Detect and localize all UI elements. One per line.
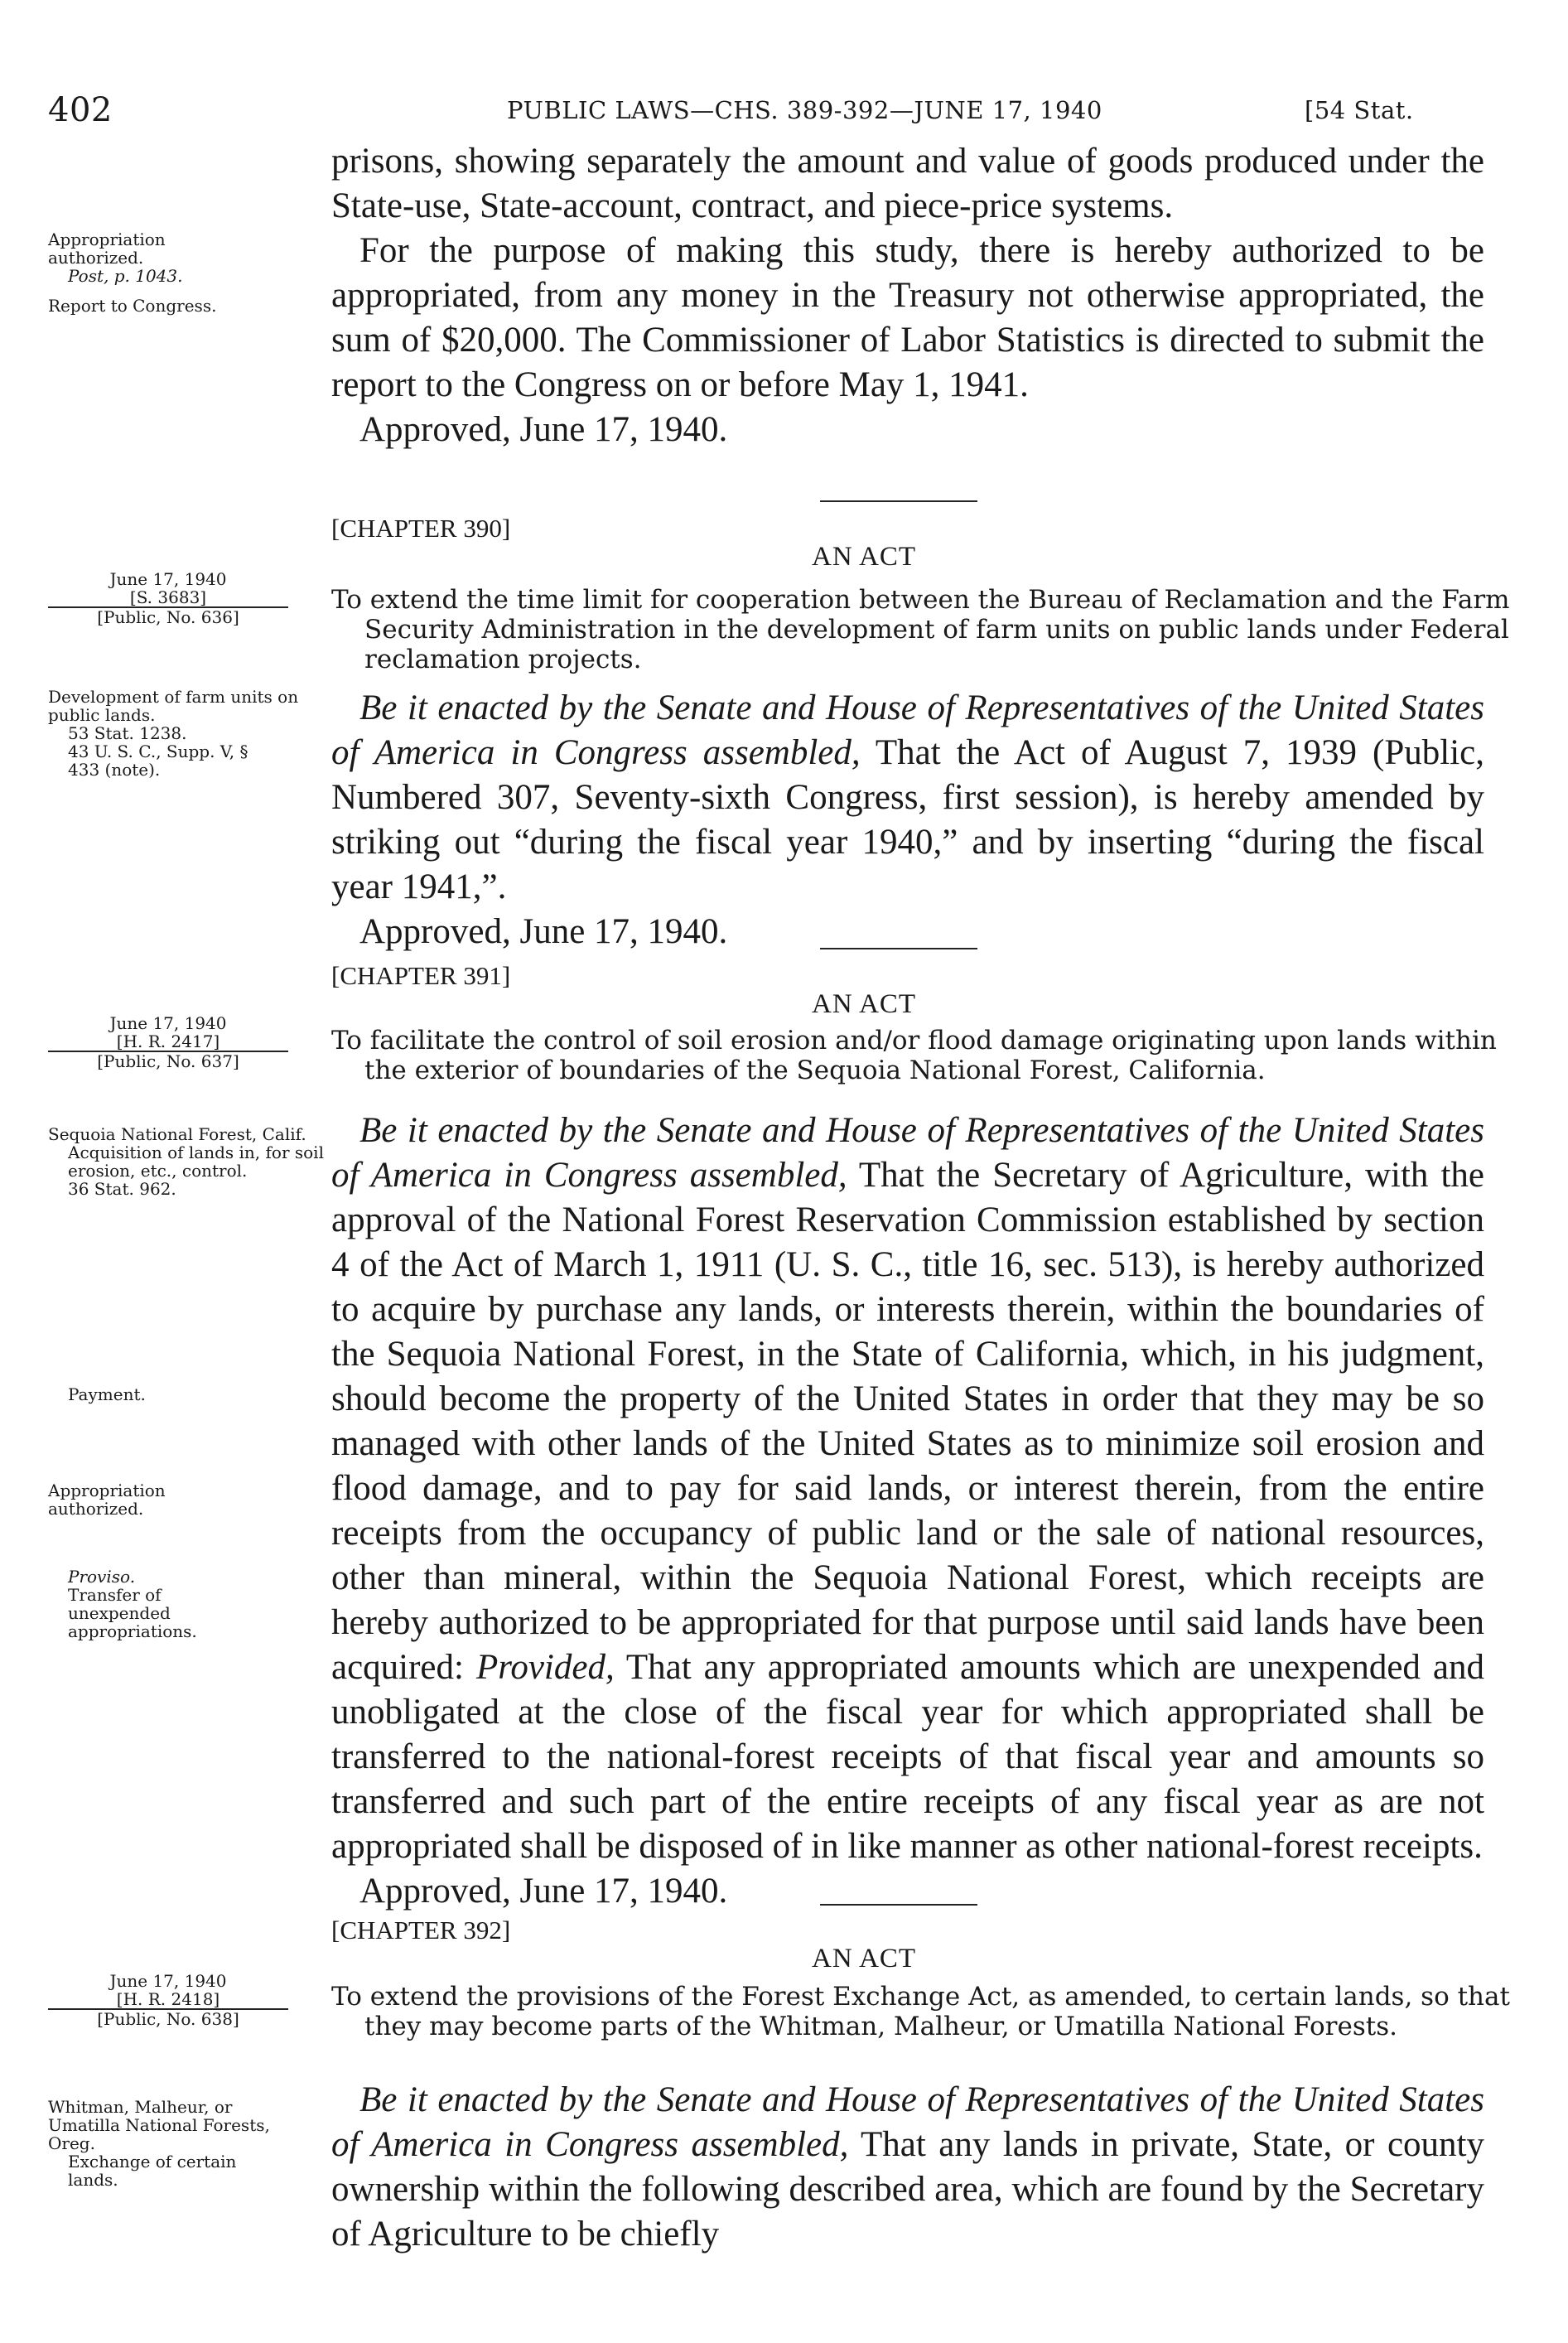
margin-note: Acquisition of lands in, for soil erosion, etc., control. (68, 1143, 324, 1181)
act-title-390: To extend the time limit for cooperation between the Bureau of Reclamation and the Farm Security Administration in the development of farm units on public lands under Federal reclamation projects. (331, 585, 1510, 674)
margin-note: Sequoia National Forest, Calif. (48, 1124, 306, 1144)
public-law-number: [Public, No. 637] (97, 1051, 239, 1071)
margin-note: 53 Stat. 1238. (68, 723, 187, 743)
bill-number: [H. R. 2418] (116, 1989, 220, 2009)
body-text: That the Act of August 7, 1939 (Public, Numbered 307, Seventy-sixth Congress, first session), is hereby amended by striking out “during the fiscal year 1940,” and by inserting “during the fiscal year 1941,”. (331, 733, 1484, 906)
act-body-391 (331, 1109, 1484, 1914)
approval-date: June 17, 1940 (109, 569, 227, 589)
margin-notes-392 (48, 1972, 330, 2189)
an-act-heading: AN ACT (812, 989, 917, 1019)
enacting-paragraph (331, 1109, 1484, 1869)
proviso-keyword: Provided, (475, 1648, 615, 1687)
act-body-392 (331, 2078, 1484, 2257)
margin-note: Proviso. (68, 1567, 136, 1587)
body-text: That any lands in private, State, or county ownership within the following described area, which are found by the Secretary of Agriculture to be chiefly (331, 2125, 1484, 2254)
margin-note: Appropriation authorized. (48, 1481, 166, 1519)
continuation-text: prisons, showing separately the amount and value of goods produced under the State-use, State-account, contract, and piece-price systems. (331, 142, 1484, 225)
chapter-389-continuation (331, 139, 1484, 452)
public-law-number: [Public, No. 638] (97, 2009, 239, 2029)
margin-notes-391 (48, 1014, 330, 1640)
chapter-heading-392: [CHAPTER 392] (331, 1915, 511, 1944)
margin-notes-389 (48, 230, 330, 315)
act-title-392: To extend the provisions of the Forest Exchange Act, as amended, to certain lands, so that they may become parts of the Whitman, Malheur, or Umatilla National Forests. (331, 1982, 1510, 2041)
bill-number: [H. R. 2417] (116, 1031, 220, 1051)
margin-note: Whitman, Malheur, or Umatilla National Forests, Oreg. (48, 2097, 270, 2153)
margin-note: Development of farm units on public lands. (48, 687, 299, 725)
chapter-heading-390: [CHAPTER 390] (331, 514, 511, 543)
margin-note: Appropriation authorized. (48, 229, 166, 268)
act-body-390 (331, 686, 1484, 954)
an-act-heading: AN ACT (812, 1944, 917, 1973)
margin-note: Payment. (68, 1384, 146, 1404)
enacting-clause: Be it enacted by the Senate and House of Representatives of the United States of America in Congress assembled, (331, 688, 1484, 772)
an-act-heading: AN ACT (812, 542, 917, 572)
chapter-heading-391: [CHAPTER 391] (331, 961, 511, 990)
enacting-paragraph (331, 2078, 1484, 2257)
public-law-number: [Public, No. 636] (97, 607, 239, 627)
divider-rule (820, 500, 977, 502)
margin-note: 36 Stat. 962. (68, 1179, 176, 1199)
body-text: That the Secretary of Agriculture, with the approval of the National Forest Reservation Commission established by section 4 of the Act of March 1, 1911 (U. S. C., title 16, sec. 513), is hereby authorized to acquire by purchase any lands, or interests therein, within the boundaries of the Sequoia National Forest, in the State of California, which, in his judgment, should become the property of the United States in order that they may be so managed with other lands of the United States as to minimize soil erosion and flood damage, and to pay for said lands, or interest therein, from the entire receipts from the occupancy of public land or the sale of national resources, other than mineral, within the Sequoia National Forest, which receipts are hereby authorized to be appropriated for that purpose until said lands have been acquired: (331, 1156, 1484, 1687)
page-number: 402 (48, 91, 113, 129)
margin-notes-390 (48, 570, 330, 779)
act-title-391: To facilitate the control of soil erosion and/or flood damage originating upon lands within the exterior of boundaries of the Sequoia National Forest, California. (331, 1026, 1497, 1085)
enacting-clause: Be it enacted by the Senate and House of Representatives of the United States of America in Congress assembled, (331, 2080, 1484, 2164)
margin-note: 43 U. S. C., Supp. V, § 433 (note). (68, 742, 248, 780)
enacting-paragraph (331, 686, 1484, 910)
bill-number: [S. 3683] (129, 587, 207, 607)
divider-rule (820, 948, 977, 949)
running-title: PUBLIC LAWS—CHS. 389-392—JUNE 17, 1940 (507, 96, 1102, 124)
approval-date: June 17, 1940 (109, 1971, 227, 1991)
margin-note: Transfer of unexpended appropriations. (68, 1585, 197, 1641)
approval-line: Approved, June 17, 1940. (359, 912, 728, 951)
margin-note: Report to Congress. (48, 296, 217, 316)
divider-rule (820, 1904, 977, 1906)
appropriation-paragraph: For the purpose of making this study, there is hereby authorized to be appropriated, from any money in the Treasury not otherwise appropriated, the sum of $20,000. The Commissioner of Labor Statistics is directed to submit the report to the Congress on or before May 1, 1941. (331, 231, 1484, 404)
margin-note: Post, p. 1043. (68, 266, 183, 286)
approval-line: Approved, June 17, 1940. (359, 410, 728, 449)
approval-line: Approved, June 17, 1940. (359, 1872, 728, 1911)
margin-note: Exchange of certain lands. (68, 2152, 237, 2190)
enacting-clause: Be it enacted by the Senate and House of Representatives of the United States of America in Congress assembled, (331, 1111, 1484, 1195)
statute-reference: [54 Stat. (1305, 96, 1414, 124)
approval-date: June 17, 1940 (109, 1013, 227, 1033)
body-text: That any appropriated amounts which are unexpended and unobligated at the close of the fiscal year for which appropriated shall be transferred to the national-forest receipts of that fiscal year and amounts so transferred and such part of the entire receipts of any fiscal year as are not appropriated shall be disposed of in like manner as other national-forest receipts. (331, 1648, 1484, 1866)
